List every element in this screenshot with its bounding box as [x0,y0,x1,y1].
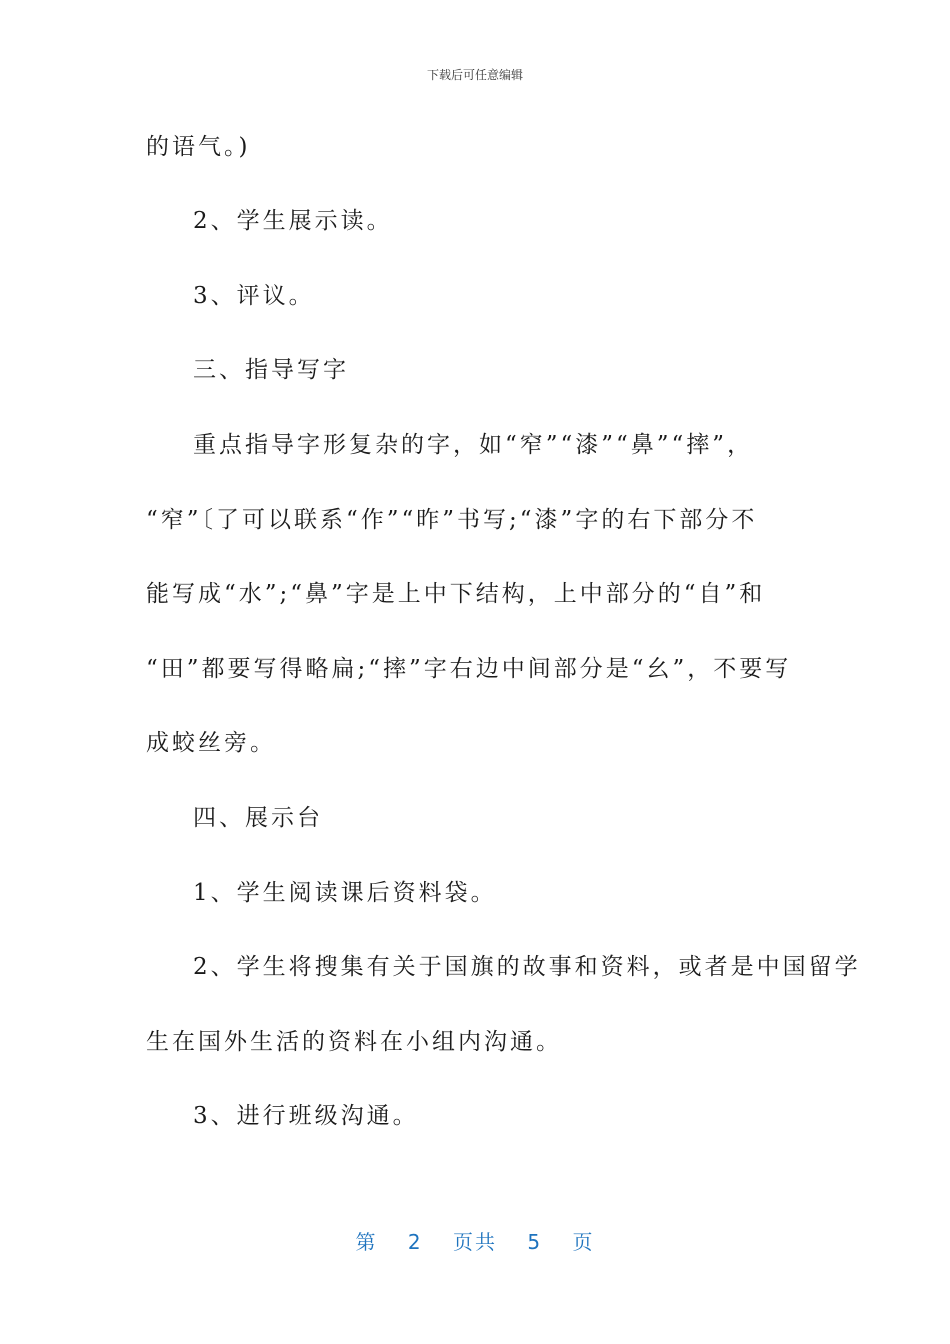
paragraph-line: “田”都要写得略扁;“摔”字右边中间部分是“幺”，不要写 [146,656,792,682]
paragraph-line: 3、评议。 [193,283,315,309]
header-note: 下载后可任意编辑 [426,68,523,82]
section-heading: 三、指导写字 [193,357,349,383]
paragraph-line: “窄”〔了可以联系“作”“昨”书写;“漆”字的右下部分不 [146,507,758,533]
paragraph-line: 成蛟丝旁。 [146,730,276,756]
current-page-number: 2 [407,1230,423,1254]
footer-prefix: 第 [355,1230,378,1254]
paragraph-line: 1、学生阅读课后资料袋。 [193,880,497,906]
section-heading: 四、展示台 [193,805,323,831]
total-pages-number: 5 [527,1230,543,1254]
page-footer [0,1226,950,1255]
paragraph-line: 2、学生展示读。 [193,208,393,234]
paragraph-line: 的语气。) [146,134,251,160]
footer-suffix: 页 [572,1230,595,1254]
paragraph-line: 2、学生将搜集有关于国旗的故事和资料，或者是中国留学 [193,954,861,980]
footer-middle: 页共 [453,1230,497,1254]
paragraph-line: 重点指导字形复杂的字，如“窄”“漆”“鼻”“摔”， [193,432,754,458]
paragraph-line: 生在国外生活的资料在小组内沟通。 [146,1029,562,1055]
paragraph-line: 能写成“水”;“鼻”字是上中下结构，上中部分的“自”和 [146,581,766,607]
paragraph-line: 3、进行班级沟通。 [193,1103,419,1129]
